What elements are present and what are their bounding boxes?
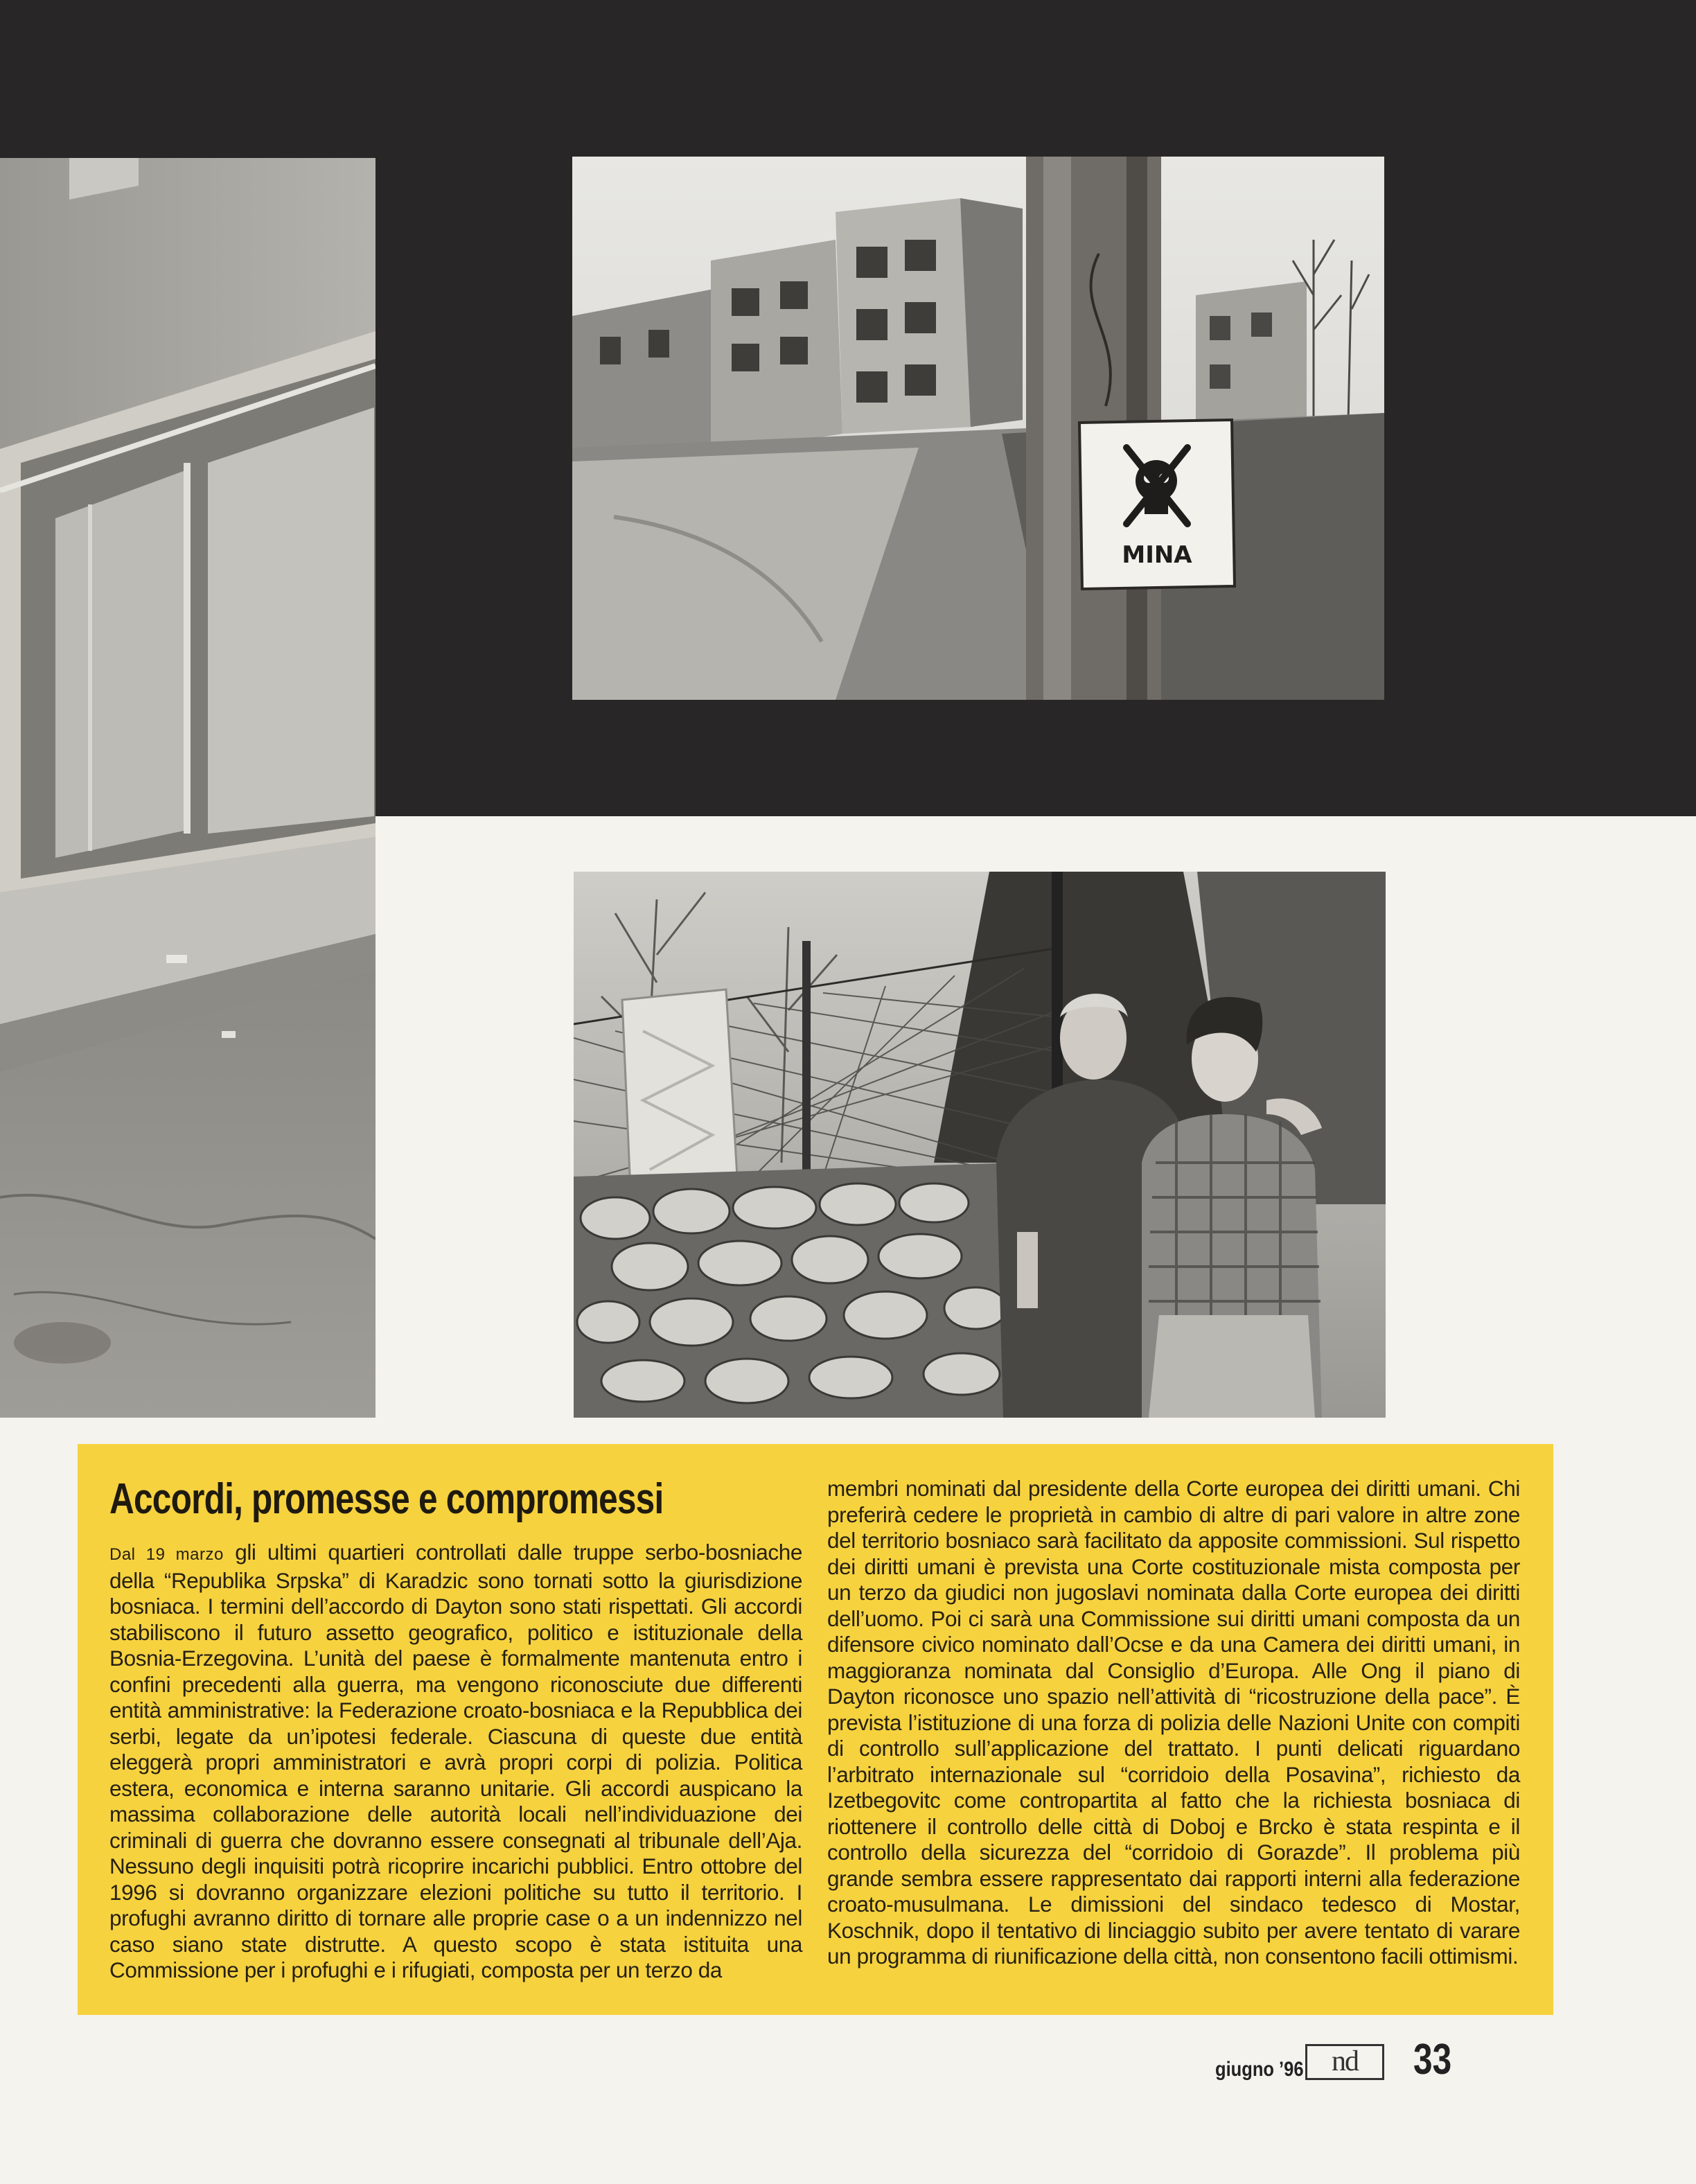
mine-sign-text: MINA xyxy=(1122,541,1192,569)
page-number: 33 xyxy=(1413,2036,1452,2084)
issue-date: giugno ’96 xyxy=(1215,2058,1304,2081)
mine-warning-sign xyxy=(1079,420,1235,589)
sidebar-title: Accordi, promesse e compromessi xyxy=(109,1475,664,1523)
left-body-text: gli ultimi quartieri controllati dalle truppe serbo-bosniache della “Republika Srpska” di Karadzic sono tornati sotto la giurisdizione bosniaca. I termini dell’accordo di Dayton sono stati rispettati. Gli accordi stabiliscono il futuro assetto geografico, politico e istituzionale della Bosnia-Erzegovina. L’unità del paese è formalmente mantenuta entro i confini precedenti alla guerra, ma vengono riconosciute due differenti entità amministrative: la Federazione croato-bosniaca e la Repubblica dei serbi, legate da un’ipotesi federale. Ciascuna di queste due entità eleggerà propri amministratori e avrà propri corpi di polizia. Politica estera, economica e interna saranno unitarie. Gli accordi auspicano la massima collaborazione delle autorità locali nell’individuazione dei criminali di guerra che dovranno essere consegnati al tribunale dell’Aja. Nessuno degli inquisiti potrà ricoprire incarichi pubblici. Entro ottobre del 1996 si dovranno organizzare elezioni politiche su tutto il territorio. I profughi avranno diritto di tornare alle proprie case o a un indennizzo nel caso siano state distrutte. A questo scopo è stata istituita una Commissione per i profughi e i rifugiati, composta per un terzo da xyxy=(109,1540,802,1982)
sidebar-column-right xyxy=(827,1476,1520,1970)
sidebar-box xyxy=(78,1444,1553,2015)
portrait-photo xyxy=(574,872,1386,1418)
lead-smallcaps: Dal 19 marzo xyxy=(109,1545,224,1564)
storefront-photo xyxy=(0,158,376,1418)
magazine-logo: nd xyxy=(1305,2044,1384,2080)
right-body-text: membri nominati dal presidente della Corte europea dei diritti umani. Chi preferirà cedere le proprietà in cambio di altre di pari valore in altre zone del territorio bosniaco sarà facilitato da apposite commissioni. Sul rispetto dei diritti umani è prevista una Corte costituzionale mista composta per un terzo da giudici non jugoslavi nominata dalla Corte europea dei diritti dell’uomo. Poi ci sarà una Commissione sui diritti umani composta da un difensore civico nominato dall’Ocse e da una Camera dei diritti umani, in maggioranza nominata dal Consiglio d’Europa. Alle Ong il piano di Dayton riconosce uno spazio nell’attività di “ricostruzione della pace”. È prevista l’istituzione di una forza di polizia delle Nazioni Unite con compiti di controllo sull’applicazione del trattato. I punti delicati riguardano l’arbitrato internazionale sul “corridoio della Posavina”, richiesto da Izetbegovitc come contropartita al fatto che la richiesta bosniaca di riottenere il controllo delle città di Doboj e Brcko è stata respinta e il controllo della sicurezza del “corridoio di Gorazde”. Il problema più grande sembra essere rappresentato dai rapporti interni alla federazione croato-musulmana. Le dimissioni del sindaco tedesco di Mostar, Koschnik, dopo il tentativo di linciaggio subito per avere tentato di varare un programma di riunificazione della città, non consentono facili ottimismi. xyxy=(827,1476,1520,1969)
ruined-buildings-photo xyxy=(572,157,1384,700)
sidebar-column-left xyxy=(109,1540,802,1984)
sidebar-paragraph-left xyxy=(109,1540,802,1984)
